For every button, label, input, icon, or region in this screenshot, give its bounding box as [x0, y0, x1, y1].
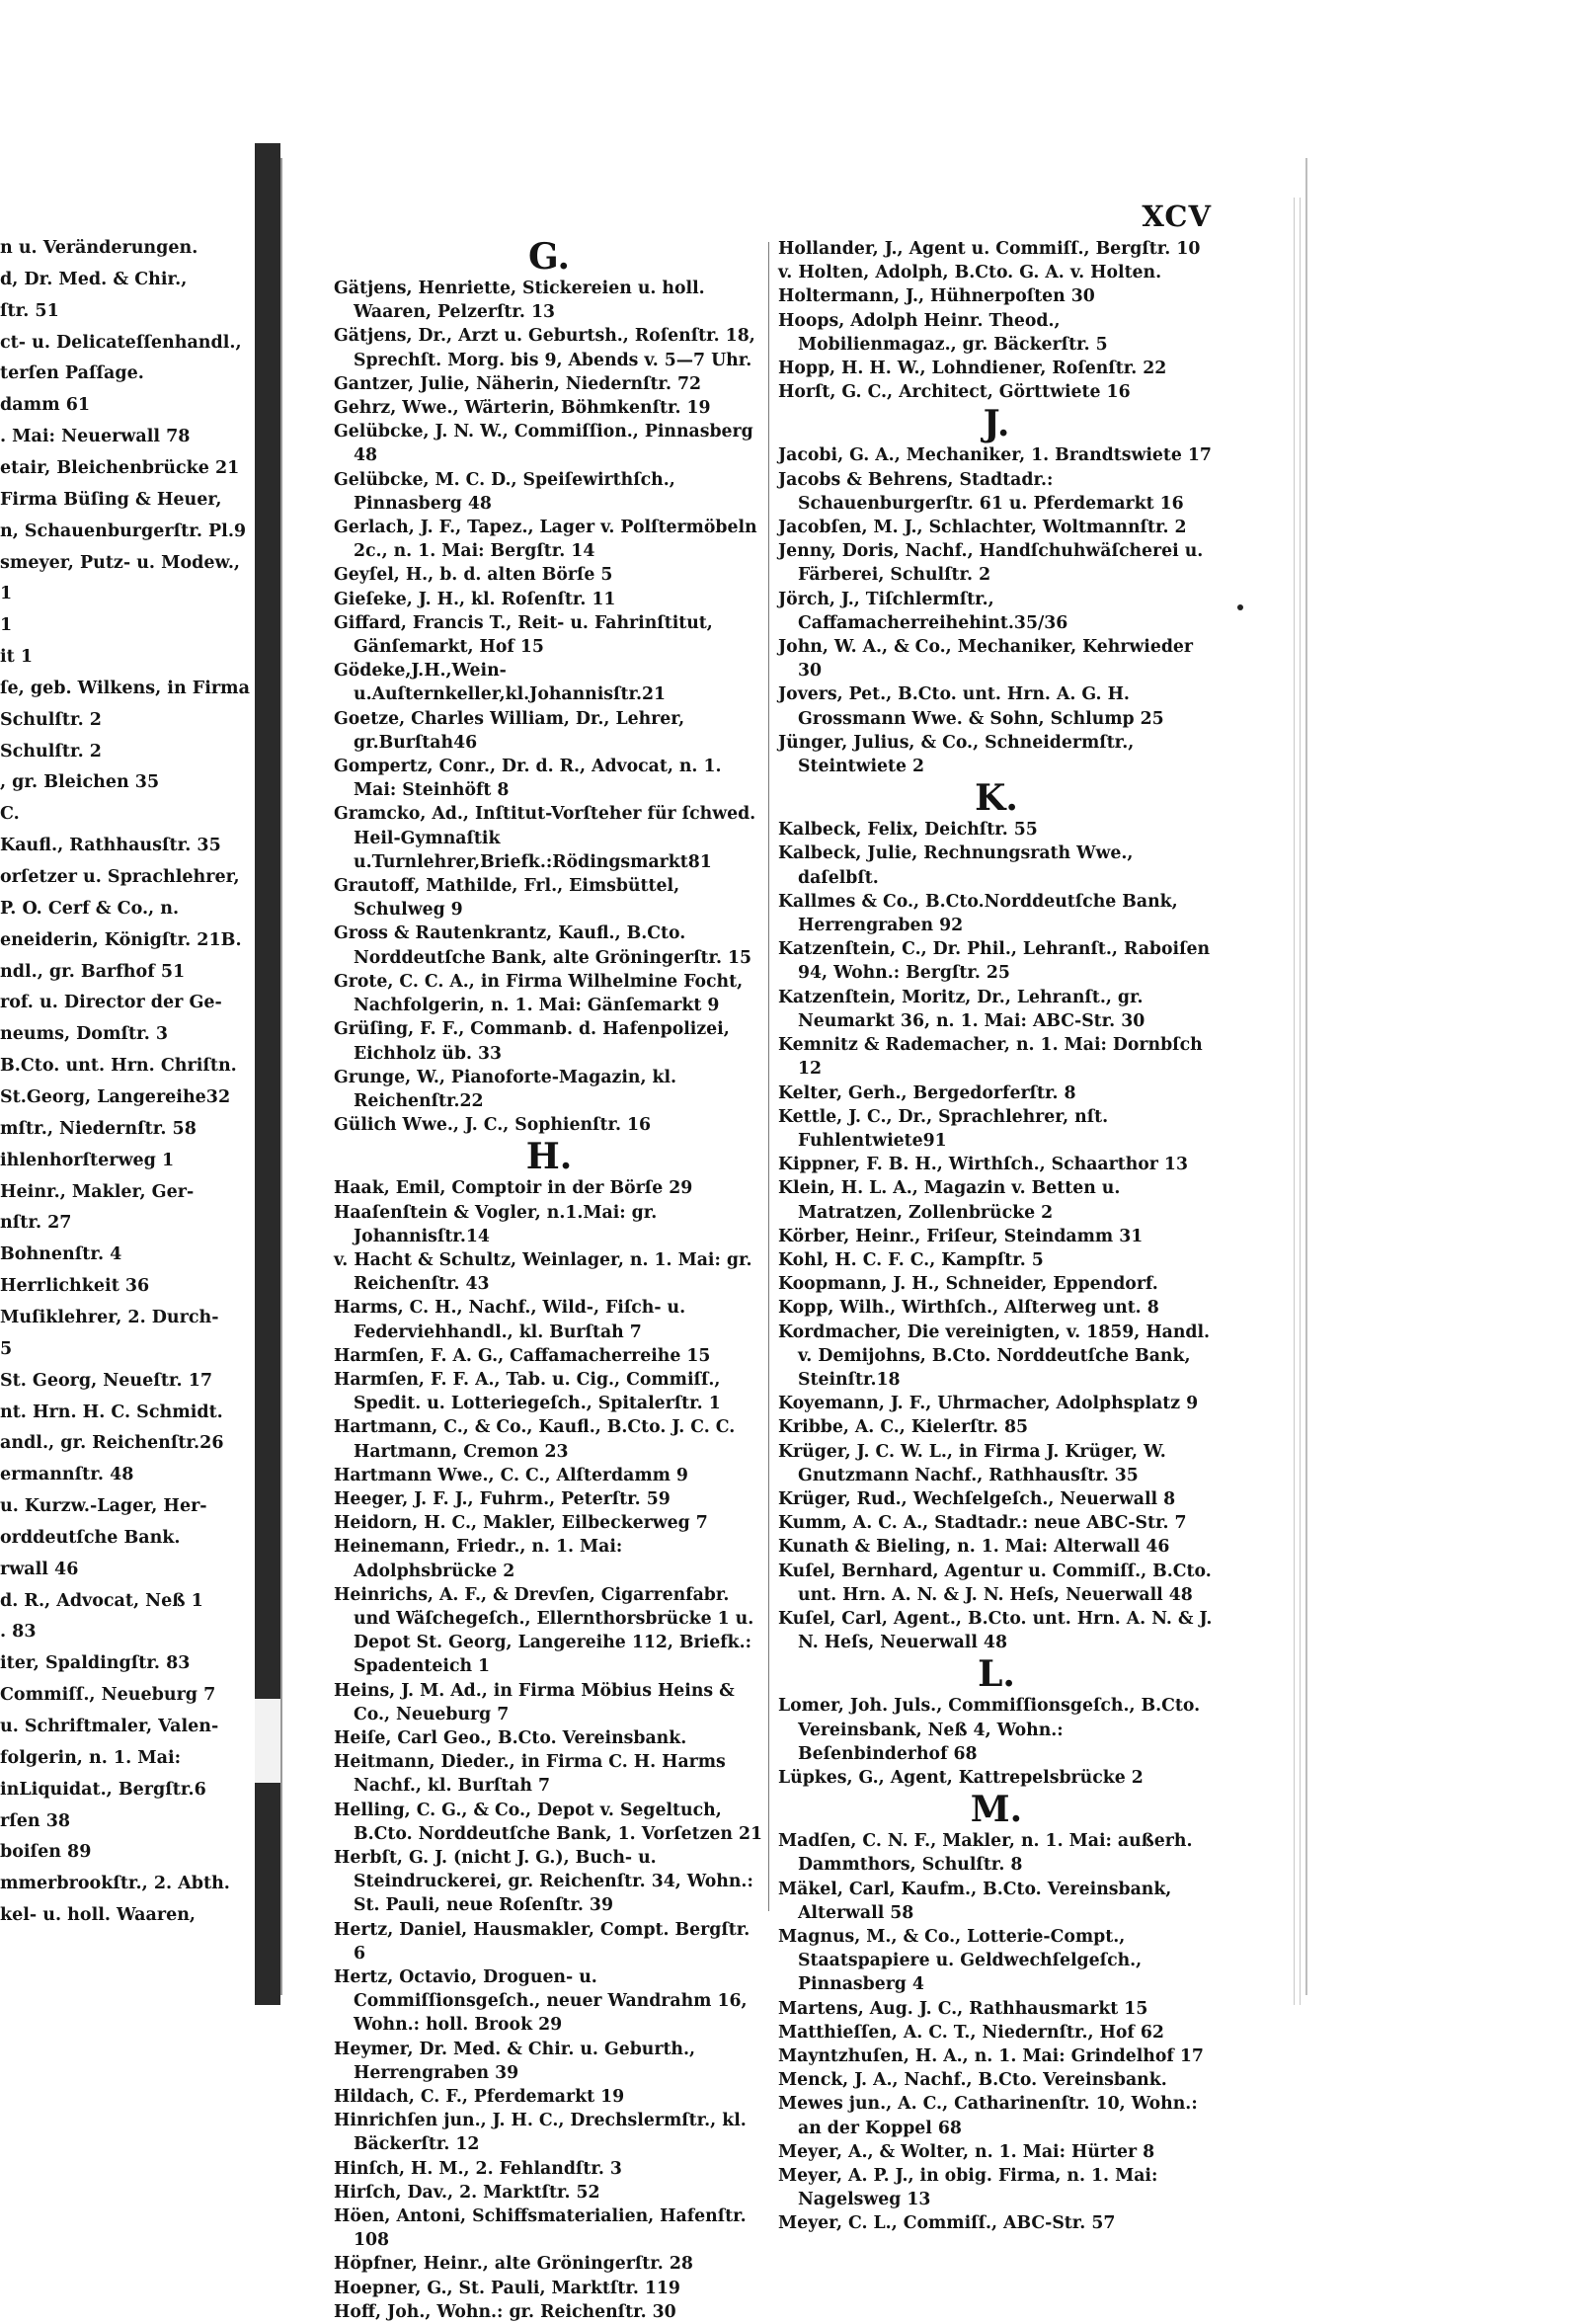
directory-entry: Mewes jun., A. C., Catharinenſtr. 10, Wohn.: an der Koppel 68: [778, 2094, 1198, 2138]
directory-entry: Jacobi, G. A., Mechaniker, 1. Brandtswiete 17: [778, 445, 1212, 466]
left-page-line: eneiderin, Königſtr. 21B.: [0, 929, 242, 950]
left-page-line: terſen Paſſage.: [0, 363, 144, 384]
directory-entry: Grote, C. C. A., in Firma Wilhelmine Focht, Nachfolgerin, n. 1. Mai: Gänſemarkt 9: [334, 971, 744, 1016]
left-page-line: ermannſtr. 48: [0, 1465, 134, 1485]
directory-entry: Meyer, C. L., Commiſſ., ABC-Str. 57: [778, 2213, 1116, 2234]
left-page-line: 1: [0, 584, 13, 604]
left-page-line: P. O. Cerf & Co., n.: [0, 898, 180, 919]
left-page-line: ſtr. 51: [0, 300, 59, 321]
left-page-line: orddeutſche Bank.: [0, 1527, 181, 1548]
directory-entry: Jenny, Doris, Nachf., Handſchuhwäſcherei u. Färberei, Schulſtr. 2: [778, 541, 1204, 586]
directory-entry: Gödeke,J.H.,Wein-u.Auſternkeller,kl.Johannisſtr.21: [334, 661, 667, 705]
directory-entry: Kippner, F. B. H., Wirthſch., Schaarthor 13: [778, 1155, 1188, 1175]
directory-entry: Meyer, A., & Wolter, n. 1. Mai: Hürter 8: [778, 2141, 1155, 2162]
left-page-line: n u. Veränderungen.: [0, 238, 198, 258]
left-page-line: Muſiklehrer, 2. Durch-: [0, 1307, 219, 1327]
section-letter: M.: [970, 1789, 1023, 1831]
directory-entry: Martens, Aug. J. C., Rathhausmarkt 15: [778, 1998, 1148, 2019]
directory-entry: Gehrz, Wwe., Wärterin, Böhmkenſtr. 19: [334, 398, 711, 419]
directory-entry: Koyemann, J. F., Uhrmacher, Adolphsplatz 9: [778, 1394, 1199, 1414]
left-page-line: B.Cto. unt. Hrn. Chriſtn.: [0, 1056, 237, 1077]
directory-entry: Gülich Wwe., J. C., Sophienſtr. 16: [334, 1115, 652, 1136]
directory-entry: Madſen, C. N. F., Makler, n. 1. Mai: außerh. Dammthors, Schulſtr. 8: [778, 1831, 1193, 1876]
left-page-line: 5: [0, 1338, 13, 1359]
directory-entry: Holtermann, J., Hühnerpoſten 30: [778, 286, 1095, 307]
directory-entry: Mäkel, Carl, Kaufm., B.Cto. Vereinsbank, Alterwall 58: [778, 1879, 1172, 1923]
directory-entry: Gross & Rautenkrantz, Kaufl., B.Cto. Norddeutſche Bank, alte Gröningerſtr. 15: [334, 923, 752, 968]
directory-entry: Herbſt, G. J. (nicht J. G.), Buch- u. Steindruckerei, gr. Reichenſtr. 34, Wohn.: St. Pauli, neue Roſenſtr. 39: [334, 1848, 753, 1916]
section-letter: J.: [983, 403, 1010, 445]
directory-entry: Körber, Heinr., Friſeur, Steindamm 31: [778, 1226, 1144, 1246]
directory-entry: Kribbe, A. C., Kielerſtr. 85: [778, 1417, 1029, 1438]
directory-entry: Kettle, J. C., Dr., Sprachlehrer, nſt. Fuhlentwiete91: [778, 1106, 1109, 1151]
directory-entry: Höpfner, Heinr., alte Gröningerſtr. 28: [334, 2254, 693, 2275]
directory-entry: Kopp, Wilh., Wirthſch., Alſterweg unt. 8: [778, 1298, 1159, 1319]
directory-entry: Heidorn, H. C., Makler, Eilbeckerweg 7: [334, 1513, 708, 1534]
left-page-line: ſe, geb. Wilkens, in Firma: [0, 678, 250, 698]
directory-entry: Lomer, Joh. Juls., Commiſſionsgeſch., B.Cto. Vereinsbank, Neß 4, Wohn.: Beſenbinderhof 68: [778, 1696, 1201, 1764]
left-page-line: ndl., gr. Barfhof 51: [0, 961, 186, 982]
section-letter: H.: [525, 1136, 573, 1178]
directory-entry: Kordmacher, Die vereinigten, v. 1859, Handl. v. Demijohns, B.Cto. Norddeutſche Bank, Steinſtr.18: [778, 1322, 1211, 1390]
left-page-line: . Mai: Neuerwall 78: [0, 427, 191, 447]
page-edge: [1294, 198, 1295, 2005]
directory-entry: Menck, J. A., Nachf., B.Cto. Vereinsbank.: [778, 2070, 1167, 2091]
directory-entry: Hildach, C. F., Pferdemarkt 19: [334, 2087, 625, 2108]
directory-entry: Hirſch, Dav., 2. Marktſtr. 52: [334, 2182, 600, 2203]
left-page-line: nſtr. 27: [0, 1213, 72, 1234]
directory-entry: Gelübcke, M. C. D., Speiſewirthſch., Pinnasberg 48: [334, 469, 675, 514]
page-edge: [1300, 198, 1301, 2005]
directory-entry: John, W. A., & Co., Mechaniker, Kehrwieder 30: [778, 637, 1194, 681]
left-page-line: 1: [0, 615, 13, 636]
directory-entry: Harmſen, F. F. A., Tab. u. Cig., Commiſſ., Spedit. u. Lotteriegeſch., Spitalerſtr. 1: [334, 1369, 721, 1414]
left-page-line: Firma Büſing & Heuer,: [0, 489, 222, 510]
directory-entry: Gelübcke, J. N. W., Commiſſion., Pinnasberg 48: [334, 422, 753, 466]
left-page-line: Schulſtr. 2: [0, 709, 102, 730]
directory-column-1: [334, 237, 764, 2324]
ink-dot: [1237, 604, 1243, 610]
directory-entry: Haak, Emil, Comptoir in der Börſe 29: [334, 1178, 693, 1199]
left-page-line: folgerin, n. 1. Mai:: [0, 1747, 182, 1768]
directory-entry: Gompertz, Conr., Dr. d. R., Advocat, n. 1. Mai: Steinhöft 8: [334, 757, 722, 801]
directory-entry: Kemnitz & Rademacher, n. 1. Mai: Dornbſch 12: [778, 1035, 1203, 1080]
directory-entry: Kuſel, Bernhard, Agentur u. Commiſſ., B.Cto. unt. Hrn. A. N. & J. N. Heſs, Neuerwall 48: [778, 1561, 1212, 1605]
directory-entry: Giffard, Francis T., Reit- u. Fahrinſtitut, Gänſemarkt, Hof 15: [334, 612, 713, 658]
directory-entry: Grüſing, F. F., Commanb. d. Hafenpolizei, Eichholz üb. 33: [334, 1019, 730, 1064]
left-page-line: it 1: [0, 647, 34, 668]
left-page-line: mſtr., Niedernſtr. 58: [0, 1118, 197, 1139]
directory-entry: Jovers, Pet., B.Cto. unt. Hrn. A. G. H. Grossmann Wwe. & Sohn, Schlump 25: [778, 684, 1164, 729]
directory-entry: Katzenſtein, Moritz, Dr., Lehranſt., gr. Neumarkt 36, n. 1. Mai: ABC-Str. 30: [778, 987, 1146, 1031]
directory-entry: Hollander, J., Agent u. Commiſſ., Bergſtr. 10: [778, 239, 1201, 259]
directory-entry: Goetze, Charles William, Dr., Lehrer, gr.Burſtah46: [334, 708, 685, 753]
section-letter: L.: [978, 1653, 1015, 1696]
directory-entry: Hopp, H. H. W., Lohndiener, Roſenſtr. 22: [778, 359, 1167, 379]
directory-entry: Jacobſen, M. J., Schlachter, Woltmannſtr. 2: [778, 518, 1187, 538]
left-page-line: u. Schriftmaler, Valen-: [0, 1717, 219, 1737]
directory-entry: Meyer, A. P. J., in obig. Firma, n. 1. Mai: Nagelsweg 13: [778, 2166, 1158, 2210]
left-page: [0, 148, 255, 1965]
directory-entry: Koopmann, J. H., Schneider, Eppendorf.: [778, 1274, 1158, 1295]
directory-entry: Kuſel, Carl, Agent., B.Cto. unt. Hrn. A. N. & J. N. Heſs, Neuerwall 48: [778, 1608, 1213, 1653]
directory-entry: Gieſeke, J. H., kl. Roſenſtr. 11: [334, 589, 616, 609]
left-page-line: kel- u. holl. Waaren,: [0, 1905, 197, 1926]
left-page-line: rof. u. Director der Ge-: [0, 993, 222, 1013]
directory-entry: Hoepner, G., St. Pauli, Marktſtr. 119: [334, 2278, 680, 2298]
directory-entry: Heymer, Dr. Med. & Chir. u. Geburth., Herrengraben 39: [334, 2039, 696, 2083]
directory-entry: Mayntzhuſen, H. A., n. 1. Mai: Grindelhof 17: [778, 2046, 1204, 2067]
directory-entry: Heins, J. M. Ad., in Firma Möbius Heins & Co., Neueburg 7: [334, 1680, 735, 1724]
section-letter: K.: [975, 777, 1018, 820]
page-number: XCV: [1142, 200, 1212, 233]
directory-entry: Krüger, J. C. W. L., in Firma J. Krüger, W. Gnutzmann Nachf., Rathhausſtr. 35: [778, 1441, 1166, 1485]
left-page-line: C.: [0, 804, 20, 825]
left-page-line: Schulſtr. 2: [0, 741, 102, 761]
directory-entry: Jünger, Julius, & Co., Schneidermſtr., Steintwiete 2: [778, 732, 1135, 777]
directory-entry: Gätjens, Henriette, Stickereien u. holl. Waaren, Pelzerſtr. 13: [334, 279, 705, 323]
directory-entry: Helling, C. G., & Co., Depot v. Segeltuch, B.Cto. Norddeutſche Bank, 1. Vorſetzen 21: [334, 1800, 763, 1844]
left-page-line: Heinr., Makler, Ger-: [0, 1181, 195, 1202]
directory-entry: Hertz, Daniel, Hausmakler, Compt. Bergſtr. 6: [334, 1919, 750, 1963]
left-page-line: Kaufl., Rathhausſtr. 35: [0, 836, 221, 856]
directory-entry: Lüpkes, G., Agent, Kattrepelsbrücke 2: [778, 1767, 1144, 1788]
left-page-line: St. Georg, Neueſtr. 17: [0, 1370, 213, 1391]
left-page-line: Commiſſ., Neueburg 7: [0, 1685, 216, 1706]
directory-entry: v. Holten, Adolph, B.Cto. G. A. v. Holten.: [778, 263, 1162, 283]
directory-entry: Geyſel, H., b. d. alten Börſe 5: [334, 565, 613, 586]
section-letter: G.: [528, 236, 570, 278]
directory-entry: Heeger, J. F. J., Fuhrm., Peterſtr. 59: [334, 1488, 671, 1509]
directory-entry: Heinemann, Friedr., n. 1. Mai: Adolphsbrücke 2: [334, 1537, 623, 1581]
left-page-line: rwall 46: [0, 1559, 79, 1579]
left-page-line: andl., gr. Reichenſtr.26: [0, 1433, 224, 1454]
left-page-line: . 83: [0, 1622, 37, 1643]
directory-entry: Kunath & Bieling, n. 1. Mai: Alterwall 46: [778, 1537, 1170, 1558]
directory-entry: Kumm, A. C. A., Stadtadr.: neue ABC-Str. 7: [778, 1513, 1187, 1534]
directory-entry: Kelter, Gerh., Bergedorferſtr. 8: [778, 1082, 1076, 1103]
directory-entry: Gerlach, J. F., Tapez., Lager v. Polſtermöbeln 2c., n. 1. Mai: Bergſtr. 14: [334, 518, 757, 562]
left-page-line: rſen 38: [0, 1810, 71, 1831]
left-page-line: d, Dr. Med. & Chir.,: [0, 269, 188, 289]
directory-entry: Hartmann Wwe., C. C., Alſterdamm 9: [334, 1465, 688, 1485]
directory-entry: Gätjens, Dr., Arzt u. Geburtsh., Roſenſtr. 18, Sprechſt. Morg. bis 9, Abends v. 5—7 Uhr.: [334, 326, 755, 370]
left-page-line: etair, Bleichenbrücke 21: [0, 457, 240, 478]
left-page-line: St.Georg, Langereihe32: [0, 1087, 231, 1107]
directory-entry: Höen, Antoni, Schiffsmaterialien, Hafenſtr. 108: [334, 2206, 747, 2251]
left-page-line: Herrlichkeit 36: [0, 1276, 150, 1297]
directory-entry: Hoff, Joh., Wohn.: gr. Reichenſtr. 30: [334, 2301, 676, 2322]
left-page-line: inLiquidat., Bergſtr.6: [0, 1779, 206, 1800]
directory-entry: Klein, H. L. A., Magazin v. Betten u. Matratzen, Zollenbrücke 2: [778, 1178, 1121, 1223]
left-page-line: n, Schauenburgerſtr. Pl.9: [0, 521, 247, 541]
directory-entry: Magnus, M., & Co., Lotterie-Compt., Staatspapiere u. Geldwechſelgeſch., Pinnasberg 4: [778, 1927, 1143, 1995]
left-page-line: smeyer, Putz- u. Modew.,: [0, 552, 241, 573]
left-page-line: , gr. Bleichen 35: [0, 772, 160, 793]
directory-entry: Jacobs & Behrens, Stadtadr.: Schauenburgerſtr. 61 u. Pferdemarkt 16: [778, 469, 1184, 514]
binding-gap: [255, 1699, 280, 1783]
directory-column-2: [778, 237, 1215, 2236]
directory-entry: Hoops, Adolph Heinr. Theod., Mobilienmagaz., gr. Bäckerſtr. 5: [778, 310, 1108, 355]
directory-entry: Krüger, Rud., Wechſelgeſch., Neuerwall 8: [778, 1488, 1176, 1509]
left-page-line: damm 61: [0, 395, 91, 416]
directory-entry: Kalbeck, Julie, Rechnungsrath Wwe., daſelbſt.: [778, 843, 1134, 888]
directory-entry: Matthieſſen, A. C. T., Niedernſtr., Hof 62: [778, 2022, 1164, 2043]
left-page-line: nt. Hrn. H. C. Schmidt.: [0, 1402, 223, 1422]
directory-entry: Harmſen, F. A. G., Caffamacherreihe 15: [334, 1345, 711, 1366]
column-divider: [768, 242, 769, 1911]
directory-entry: Jörch, J., Tiſchlermſtr., Caffamacherreihehint.35/36: [778, 589, 1068, 633]
directory-entry: Kalbeck, Felix, Deichſtr. 55: [778, 820, 1038, 841]
left-page-line: boiſen 89: [0, 1842, 92, 1863]
directory-entry: Heiſe, Carl Geo., B.Cto. Vereinsbank.: [334, 1727, 687, 1748]
directory-entry: Grautoff, Mathilde, Frl., Eimsbüttel, Schulweg 9: [334, 876, 680, 921]
directory-entry: Hartmann, C., & Co., Kaufl., B.Cto. J. C. C. Hartmann, Cremon 23: [334, 1417, 736, 1462]
directory-entry: Harms, C. H., Nachf., Wild-, Fiſch- u. Federviehhandl., kl. Burſtah 7: [334, 1298, 686, 1342]
directory-entry: Katzenſtein, C., Dr. Phil., Lehranſt., Raboiſen 94, Wohn.: Bergſtr. 25: [778, 939, 1211, 984]
directory-entry: Hinſch, H. M., 2. Fehlandſtr. 3: [334, 2158, 622, 2179]
directory-entry: Grunge, W., Pianoforte-Magazin, kl. Reichenſtr.22: [334, 1067, 677, 1111]
directory-entry: Horſt, G. C., Architect, Görttwiete 16: [778, 382, 1131, 403]
directory-entry: Hertz, Octavio, Droguen- u. Commiſſionsgeſch., neuer Wandrahm 16, Wohn.: holl. Brook 29: [334, 1967, 748, 2036]
left-page-line: mmerbrookſtr., 2. Abth.: [0, 1874, 230, 1894]
directory-entry: Gantzer, Julie, Näherin, Niedernſtr. 72: [334, 373, 702, 394]
left-page-line: neums, Domſtr. 3: [0, 1024, 169, 1045]
left-page-line: ihlenhorſterweg 1: [0, 1150, 175, 1170]
left-page-line: u. Kurzw.-Lager, Her-: [0, 1496, 207, 1517]
left-page-line: ct- u. Delicateſſenhandl.,: [0, 332, 242, 353]
right-page: [280, 158, 1307, 2322]
directory-entry: Kohl, H. C. F. C., Kampſtr. 5: [778, 1249, 1044, 1270]
directory-entry: Kallmes & Co., B.Cto.Norddeutſche Bank, Herrengraben 92: [778, 891, 1178, 936]
directory-entry: Haaſenſtein & Vogler, n.1.Mai: gr. Johannisſtr.14: [334, 1202, 658, 1246]
directory-entry: Heinrichs, A. F., & Drevſen, Cigarrenfabr. und Wäſchegeſch., Ellernthorsbrücke 1 u. Depot St. Georg, Langereihe 112, Briefk.: Spadenteich 1: [334, 1584, 754, 1677]
left-page-line: d. R., Advocat, Neß 1: [0, 1590, 203, 1611]
directory-entry: v. Hacht & Schultz, Weinlager, n. 1. Mai: gr. Reichenſtr. 43: [334, 1249, 752, 1295]
left-page-line: iter, Spaldingſtr. 83: [0, 1653, 191, 1674]
directory-entry: Hinrichſen jun., J. H. C., Drechslermſtr., kl. Bäckerſtr. 12: [334, 2111, 747, 2155]
directory-entry: Gramcko, Ad., Inſtitut-Vorſteher für ſchwed. Heil-Gymnaſtik u.Turnlehrer,Briefk.:Rödingsmarkt81: [334, 804, 756, 872]
left-page-line: orſetzer u. Sprachlehrer,: [0, 867, 240, 888]
directory-entry: Heitmann, Dieder., in Firma C. H. Harms Nachf., kl. Burſtah 7: [334, 1752, 726, 1797]
left-page-line: Bohnenſtr. 4: [0, 1244, 122, 1265]
